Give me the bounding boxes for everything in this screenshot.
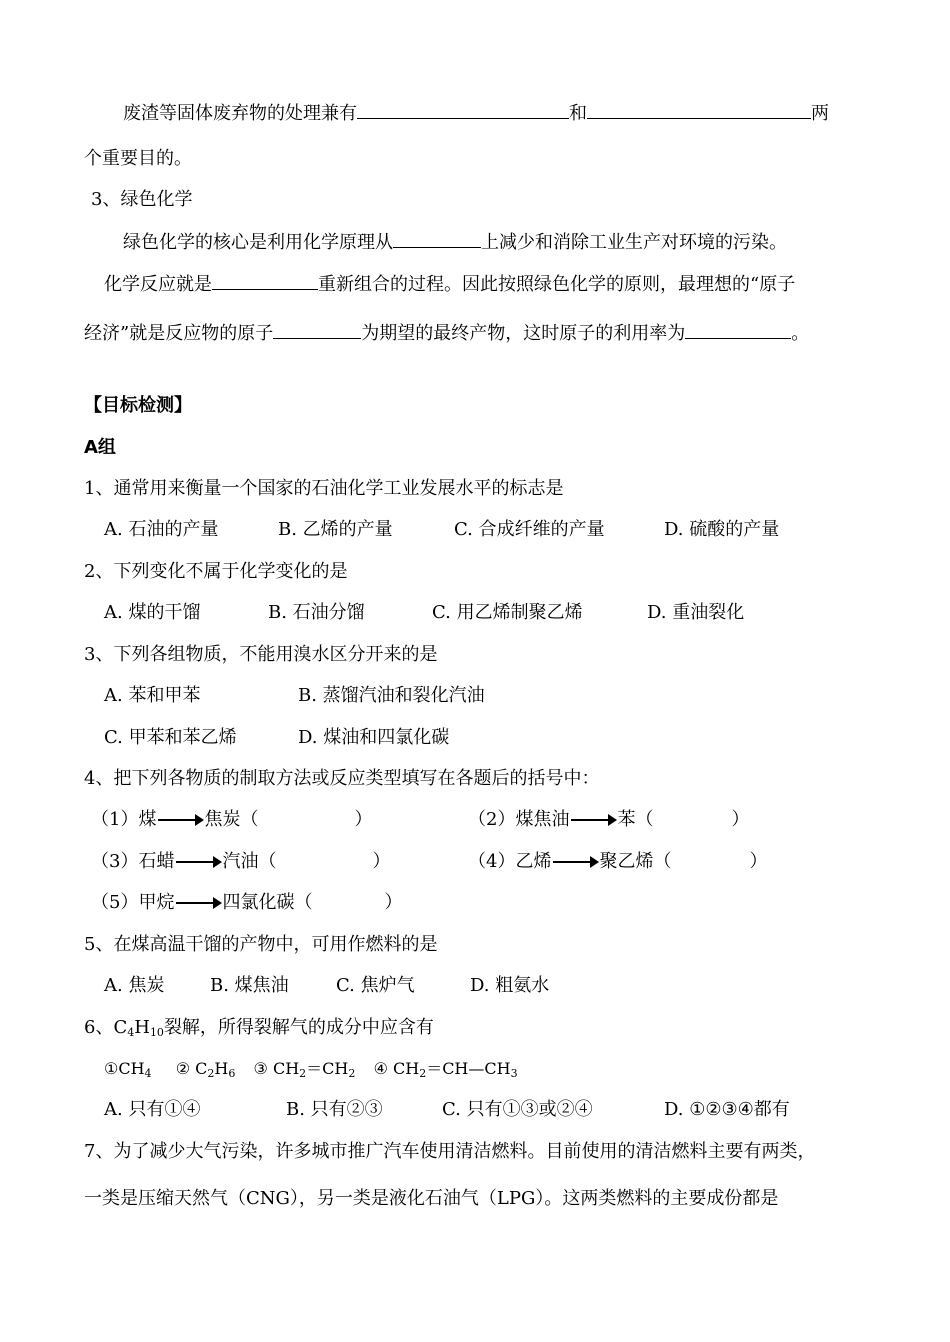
item-text: 苯（ [617,809,654,830]
subscript: 3 [510,1067,518,1080]
q3-option-b[interactable]: B. 蒸馏汽油和裂化汽油 [298,685,485,706]
subscript: 10 [149,1026,164,1039]
item-text: ） [749,851,768,872]
substance: ＝CH [306,1059,349,1078]
paragraph-text: 。 [791,323,810,344]
q2-option-a[interactable]: A. 煤的干馏 [104,602,201,623]
subscript: 2 [348,1067,356,1080]
q6-option-d[interactable]: D. ①②③④都有 [664,1099,790,1120]
subscript: 4 [144,1067,152,1080]
substance: ② C [175,1059,208,1078]
q3-option-d[interactable]: D. 煤油和四氯化碳 [298,727,450,748]
q1-option-b[interactable]: B. 乙烯的产量 [278,519,393,540]
item-text: 四氯化碳（ [222,892,313,913]
q4-item-3 [91,850,390,874]
q5-option-b[interactable]: B. 煤焦油 [210,975,289,996]
q3-option-a[interactable]: A. 苯和甲苯 [104,685,201,706]
q6-option-b[interactable]: B. 只有②③ [286,1099,383,1120]
item-text: ） [372,851,391,872]
reaction-arrow-icon [156,813,204,827]
q1-option-a[interactable]: A. 石油的产量 [104,519,219,540]
q4-item-1 [91,808,372,832]
answer-blank[interactable] [587,100,811,119]
subscript: 6 [228,1067,236,1080]
q4-item-4 [468,850,767,874]
intro-line-2: 个重要目的。 [84,148,192,169]
q6-option-a[interactable]: A. 只有①④ [104,1099,201,1120]
substance: ③ CH [253,1059,300,1078]
subscript: 2 [419,1067,427,1080]
substance: ④ CH [373,1059,420,1078]
group-label: A组 [84,437,116,458]
q1-option-c[interactable]: C. 合成纤维的产量 [454,519,605,540]
item-text: 汽油（ [222,851,277,872]
item-text: （3）石蜡 [91,851,175,872]
question-3-stem: 3、下列各组物质，不能用溴水区分开来的是 [84,644,438,665]
q2-option-b[interactable]: B. 石油分馏 [268,602,365,623]
substance: ①CH [104,1059,145,1078]
paragraph-text: 为期望的最终产物，这时原子的利用率为 [361,323,686,344]
substance: H [214,1059,229,1078]
subscript: 2 [207,1067,215,1080]
q1-option-d[interactable]: D. 硫酸的产量 [664,519,780,540]
q5-option-a[interactable]: A. 焦炭 [104,975,165,996]
question-5-stem: 5、在煤高温干馏的产物中，可用作燃料的是 [84,934,438,955]
reaction-arrow-icon [551,855,599,869]
green-paragraph-line-3 [84,320,809,346]
intro-line-1 [123,100,829,126]
substance: ＝CH—CH [426,1059,511,1078]
question-4-stem: 4、把下列各物质的制取方法或反应类型填写在各题后的括号中： [84,768,600,789]
reaction-arrow-icon [569,813,617,827]
reaction-arrow-icon [174,855,222,869]
question-7-line-1: 7、为了减少大气污染，许多城市推广汽车使用清洁燃料。目前使用的清洁燃料主要有两类， [84,1141,816,1162]
paragraph-text: 绿色化学的核心是利用化学原理从 [123,232,393,253]
intro-text: 废渣等固体废弃物的处理兼有 [123,103,357,124]
item-text: ） [354,809,373,830]
item-text: （1）煤 [91,809,157,830]
section-title: 【目标检测】 [84,395,192,416]
answer-blank[interactable] [685,320,791,339]
section-heading-green-chemistry: 3、绿色化学 [91,189,193,210]
item-text: （2）煤焦油 [468,809,570,830]
item-text: ） [384,892,403,913]
item-text: ） [731,809,750,830]
intro-text: 和 [569,103,587,124]
item-text: 焦炭（ [204,809,259,830]
question-2-stem: 2、下列变化不属于化学变化的是 [84,561,348,582]
answer-blank[interactable] [393,229,481,248]
q5-option-d[interactable]: D. 粗氨水 [470,975,550,996]
item-text: 聚乙烯（ [599,851,672,872]
intro-text: 两 [811,103,829,124]
question-1-stem: 1、通常用来衡量一个国家的石油化学工业发展水平的标志是 [84,478,564,499]
stem-text: H [134,1017,150,1038]
question-6-stem [84,1016,434,1040]
q4-item-5 [91,891,402,915]
reaction-arrow-icon [174,896,222,910]
green-paragraph-line-2 [104,271,795,297]
stem-text: 裂解，所得裂解气的成分中应含有 [163,1017,434,1038]
q5-option-c[interactable]: C. 焦炉气 [336,975,415,996]
answer-blank[interactable] [273,320,361,339]
subscript: 2 [299,1067,307,1080]
q6-substance-list [104,1057,518,1081]
answer-blank[interactable] [357,100,569,119]
paragraph-text: 化学反应就是 [104,274,212,295]
paragraph-text: 重新组合的过程。因此按照绿色化学的原则，最理想的“原子 [318,274,796,295]
subscript: 4 [127,1026,135,1039]
question-7-line-2: 一类是压缩天然气（CNG），另一类是液化石油气（LPG）。这两类燃料的主要成份都是 [84,1188,779,1209]
q3-option-c[interactable]: C. 甲苯和苯乙烯 [104,727,237,748]
item-text: （4）乙烯 [468,851,552,872]
green-paragraph-line-1 [123,229,787,255]
stem-text: 6、C [84,1017,128,1038]
answer-blank[interactable] [212,271,318,290]
paragraph-text: 经济”就是反应物的原子 [84,323,274,344]
q6-option-c[interactable]: C. 只有①③或②④ [442,1099,593,1120]
q4-item-2 [468,808,749,832]
item-text: （5）甲烷 [91,892,175,913]
paragraph-text: 上减少和消除工业生产对环境的污染。 [481,232,787,253]
q2-option-c[interactable]: C. 用乙烯制聚乙烯 [432,602,583,623]
q2-option-d[interactable]: D. 重油裂化 [647,602,745,623]
